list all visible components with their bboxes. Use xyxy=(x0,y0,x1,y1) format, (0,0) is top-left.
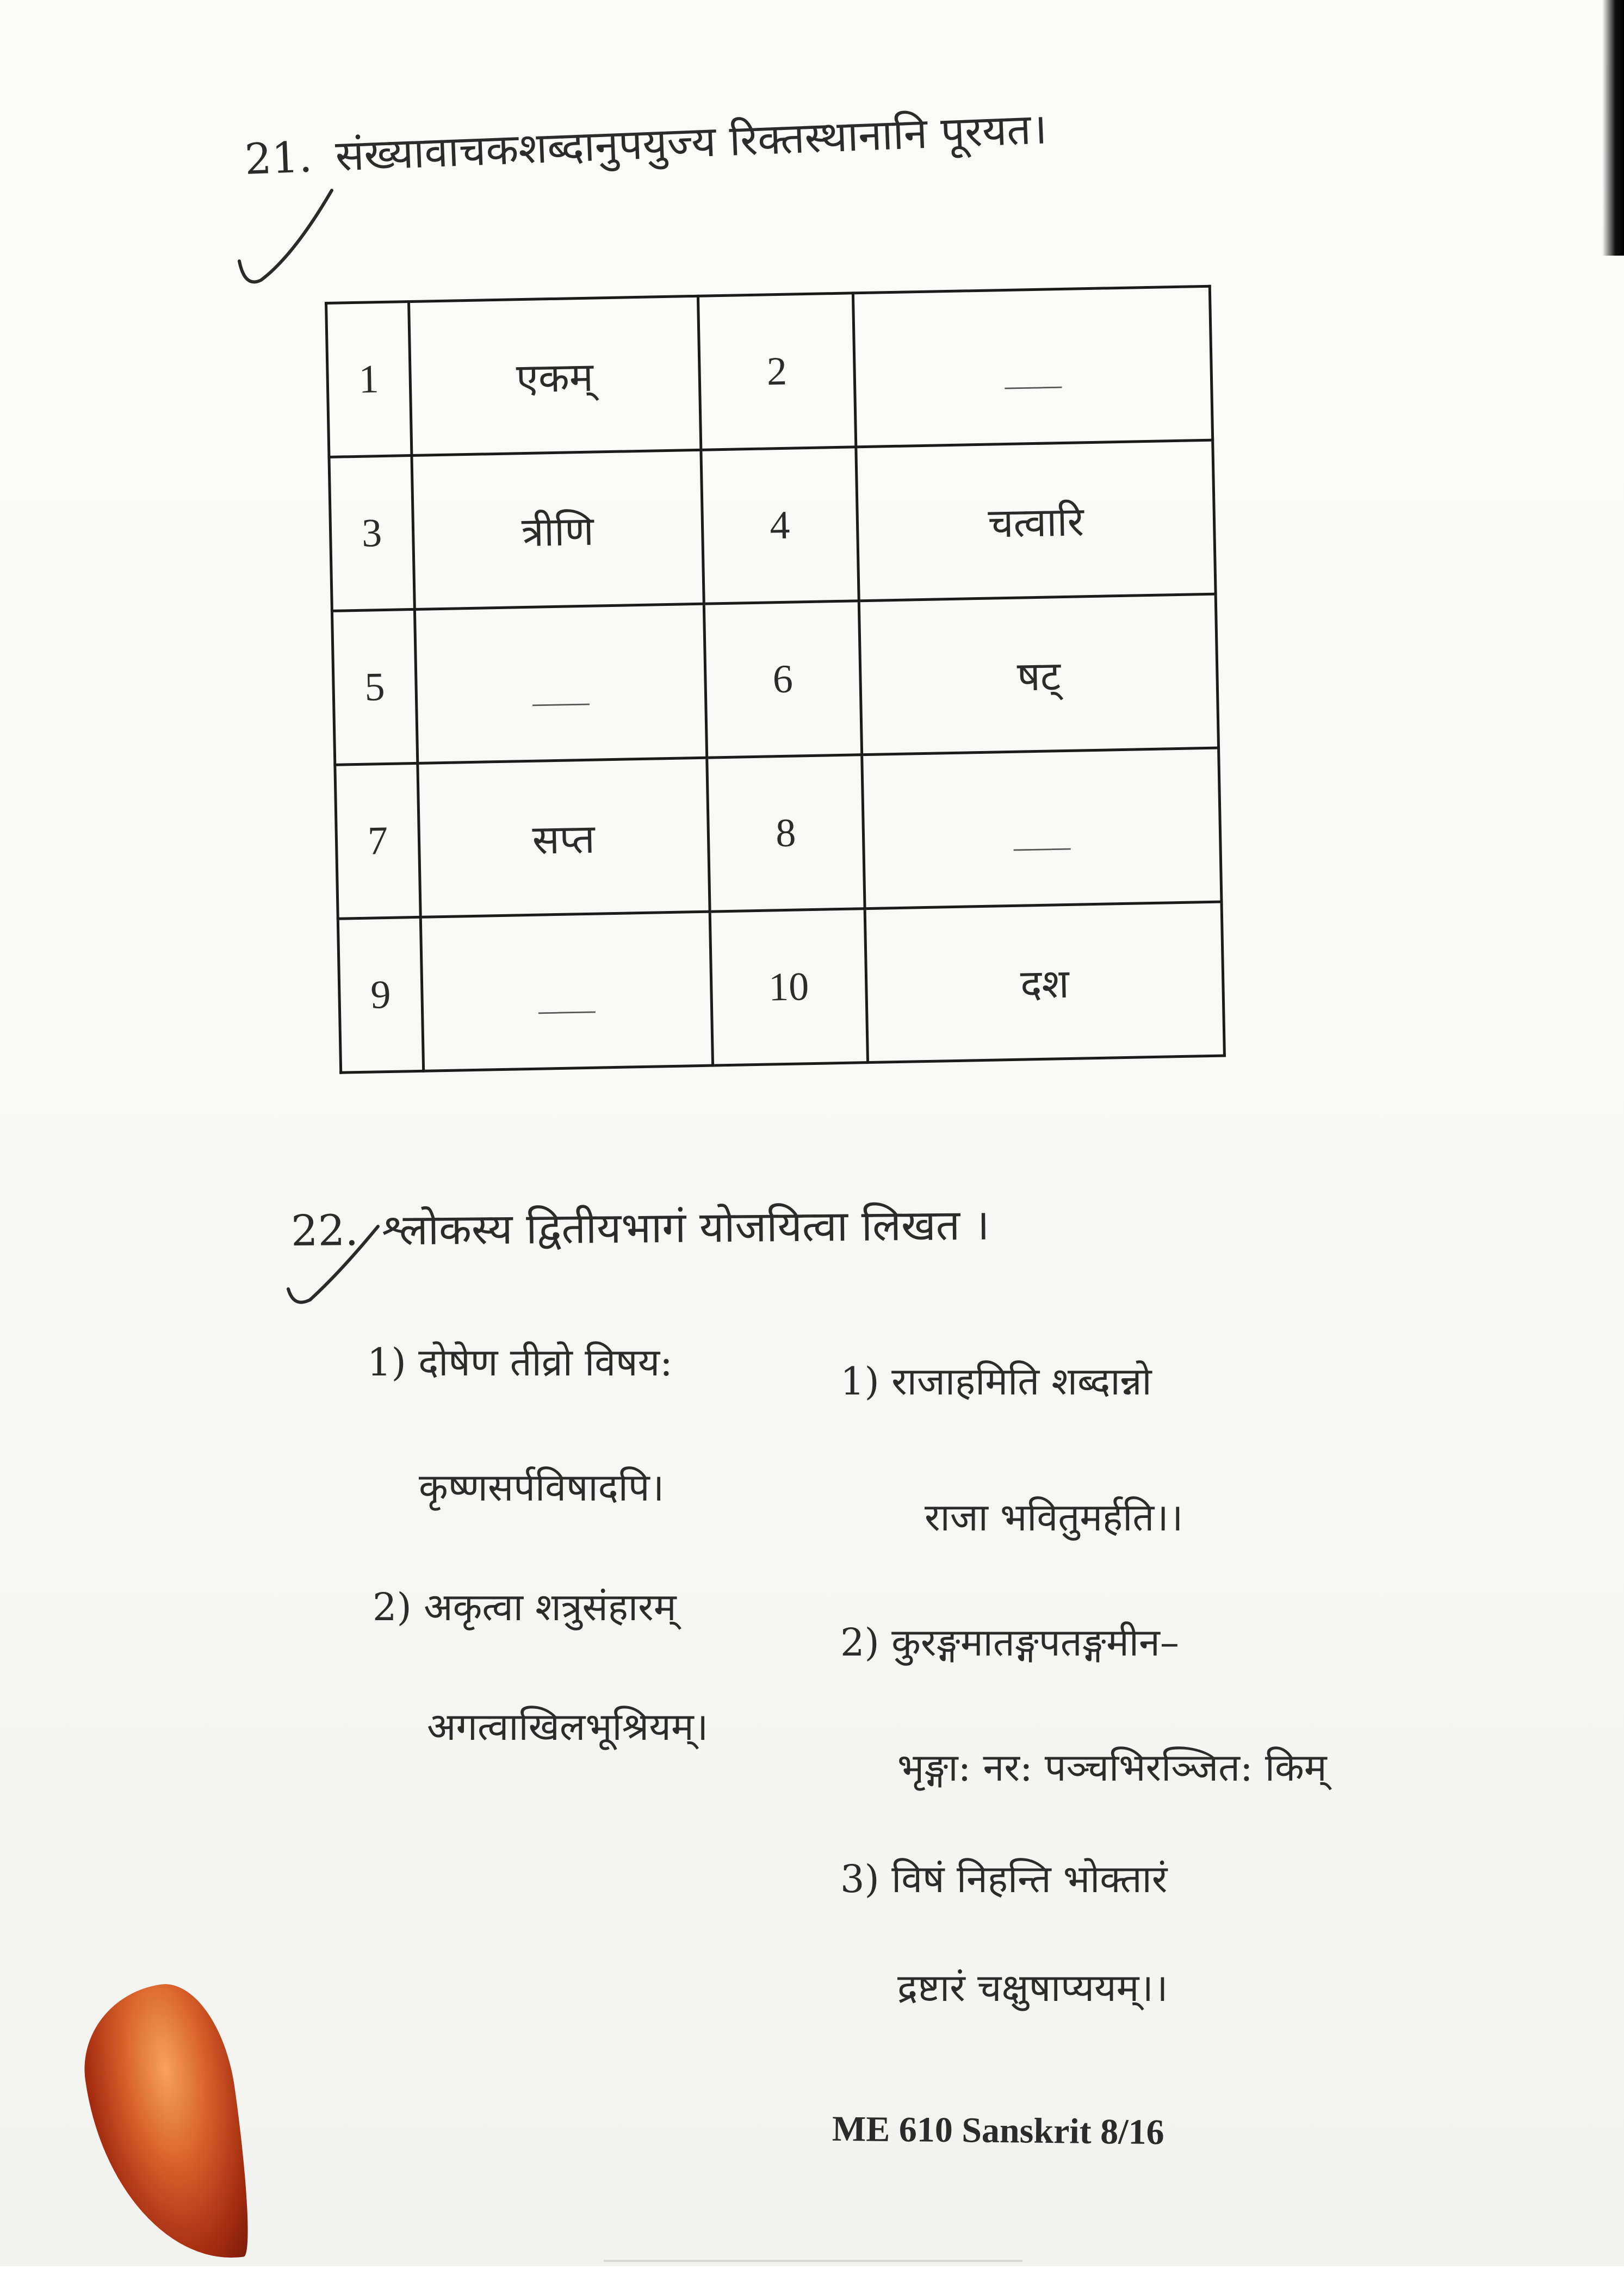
left-verse-2-line-1 xyxy=(373,1585,677,1629)
table-cell-number: 10 xyxy=(710,909,868,1065)
table-row xyxy=(326,286,1213,457)
question-22-heading xyxy=(290,1200,990,1256)
table-row xyxy=(338,902,1224,1073)
question-22-instruction: श्लोकस्य द्वितीयभागं योजयित्वा लिखत । xyxy=(381,1200,990,1255)
table-cell-word: एकम् xyxy=(408,296,701,455)
table-cell-blank: ___ xyxy=(853,286,1213,447)
right-verse-3-line-2: द्रष्टारं चक्षुषाप्ययम्।। xyxy=(897,1966,1168,2010)
table-row xyxy=(332,594,1218,765)
number-words-table xyxy=(325,285,1226,1074)
table-cell-number: 3 xyxy=(329,455,414,611)
table-cell-word: षट् xyxy=(859,594,1218,755)
verse-text: दोषेण तीव्रो विषय: xyxy=(418,1340,673,1385)
table-cell-number: 6 xyxy=(704,601,862,758)
table-cell-word: चत्वारि xyxy=(856,440,1216,601)
table-cell-number: 2 xyxy=(698,293,856,450)
question-21-heading xyxy=(244,104,1048,184)
right-verse-2-line-1 xyxy=(840,1620,1179,1665)
verse-text: कुरङ्गमातङ्गपतङ्गमीन– xyxy=(891,1620,1179,1665)
verse-text: राजाहमिति शब्दान्नो xyxy=(891,1359,1152,1404)
verse-label: 2) xyxy=(373,1585,412,1629)
table-cell-blank: ___ xyxy=(862,748,1222,909)
verse-text: विषं निहन्ति भोक्तारं xyxy=(891,1857,1168,1901)
table-cell-number: 5 xyxy=(332,609,417,765)
table-cell-blank: ___ xyxy=(414,604,706,763)
left-verse-1-line-1 xyxy=(367,1340,673,1385)
table-cell-number: 9 xyxy=(338,917,423,1073)
checkmark-icon xyxy=(228,179,337,299)
table-cell-number: 1 xyxy=(326,302,412,457)
right-verse-1-line-2: राजा भवितुमर्हति।। xyxy=(925,1495,1183,1540)
checkmark-icon xyxy=(280,1218,389,1316)
table-row xyxy=(329,440,1216,611)
table-cell-word: सप्त xyxy=(418,758,710,917)
table-cell-number: 7 xyxy=(335,763,420,919)
table-cell-word: त्रीणि xyxy=(412,450,704,609)
table-cell-number: 4 xyxy=(701,447,859,604)
table-cell-number: 8 xyxy=(706,755,865,912)
verse-label: 3) xyxy=(840,1857,879,1901)
table-row xyxy=(335,748,1222,919)
thumb-in-photo xyxy=(73,1976,258,2275)
right-verse-1-line-1 xyxy=(840,1359,1152,1404)
verse-label: 2) xyxy=(840,1620,879,1665)
question-22-number: 22. xyxy=(290,1206,359,1256)
table-cell-blank: ___ xyxy=(420,912,712,1071)
right-verse-2-line-2: भृङ्गा: नर: पञ्चभिरञ्जित: किम् xyxy=(897,1745,1327,1790)
right-verse-3-line-1 xyxy=(840,1857,1168,1901)
table-cell-word: दश xyxy=(865,902,1224,1063)
page-bottom-edge xyxy=(604,2260,1022,2262)
question-21-number: 21. xyxy=(244,133,313,184)
left-verse-2-line-2: अगत्वाखिलभूश्रियम्। xyxy=(427,1704,709,1749)
verse-text: अकृत्वा शत्रुसंहारम् xyxy=(424,1585,677,1629)
page-edge-shadow xyxy=(1602,0,1624,256)
question-21-instruction: संख्यावाचकशब्दानुपयुज्य रिक्तस्थानानि पूरयत। xyxy=(334,104,1048,181)
verse-label: 1) xyxy=(367,1340,406,1385)
verse-label: 1) xyxy=(840,1359,879,1404)
left-verse-1-line-2: कृष्णसर्पविषादपि। xyxy=(419,1465,665,1510)
page-footer-code: ME 610 Sanskrit 8/16 xyxy=(832,2109,1164,2153)
